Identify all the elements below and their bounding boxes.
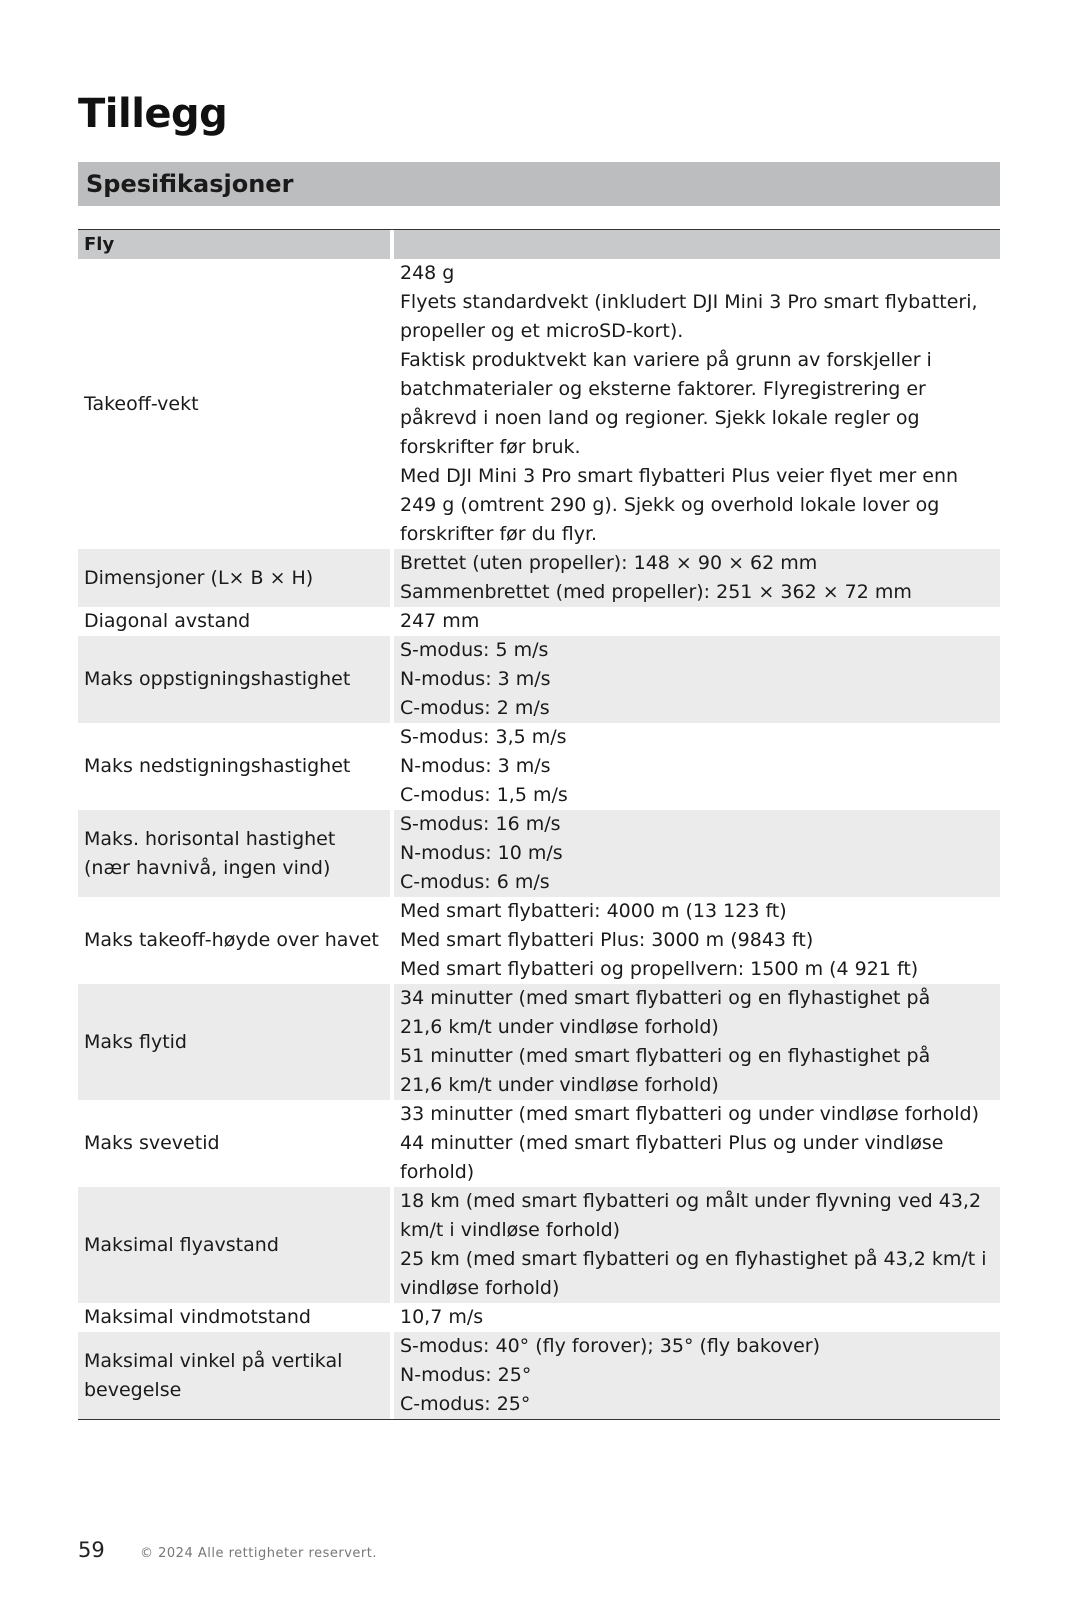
- spec-value-line: Med DJI Mini 3 Pro smart flybatteri Plus veier flyet mer enn: [400, 465, 959, 487]
- spec-value-line: S-modus: 40° (fly forover); 35° (fly bakover): [400, 1335, 820, 1357]
- spec-value-line: vindløse forhold): [400, 1277, 560, 1299]
- spec-value: [394, 1332, 1000, 1419]
- copyright-text: © 2024 Alle rettigheter reservert.: [140, 1546, 377, 1561]
- spec-label-text: Dimensjoner (L× B × H): [84, 566, 314, 589]
- spec-row: [78, 810, 1000, 897]
- group-title: Fly: [78, 230, 390, 259]
- page-title: Tillegg: [78, 91, 228, 137]
- spec-label: [78, 1303, 390, 1332]
- spec-value-line: 44 minutter (med smart flybatteri Plus og under vindløse: [400, 1132, 944, 1154]
- spec-value-line: Brettet (uten propeller): 148 × 90 × 62 mm: [400, 552, 818, 574]
- spec-value-line: 247 mm: [400, 610, 480, 632]
- spec-value-line: Flyets standardvekt (inkludert DJI Mini 3 Pro smart flybatteri,: [400, 291, 978, 313]
- spec-value-line: S-modus: 3,5 m/s: [400, 726, 567, 748]
- spec-value-line: Faktisk produktvekt kan variere på grunn av forskjeller i: [400, 349, 932, 371]
- spec-row: [78, 897, 1000, 984]
- spec-value-line: propeller og et microSD-kort).: [400, 320, 684, 342]
- spec-row: [78, 1187, 1000, 1303]
- spec-value-line: Med smart flybatteri Plus: 3000 m (9843 ft): [400, 929, 814, 951]
- spec-value-line: N-modus: 25°: [400, 1364, 532, 1386]
- spec-row: [78, 549, 1000, 607]
- spec-row: [78, 984, 1000, 1100]
- spec-value-line: 51 minutter (med smart flybatteri og en flyhastighet på: [400, 1045, 931, 1067]
- spec-label: [78, 897, 390, 984]
- spec-label-text: Maks oppstigningshastighet: [84, 668, 351, 690]
- spec-label-text: Maksimal vinkel på vertikal bevegelse: [84, 1349, 343, 1401]
- spec-value-line: N-modus: 3 m/s: [400, 668, 551, 690]
- spec-value: [394, 1303, 1000, 1332]
- spec-label: [78, 723, 390, 810]
- spec-value-line: 33 minutter (med smart flybatteri og under vindløse forhold): [400, 1103, 979, 1125]
- spec-row: [78, 1332, 1000, 1419]
- spec-label-text: Maks. horisontal hastighet (nær havnivå, ingen vind): [84, 827, 336, 879]
- spec-value-line: S-modus: 5 m/s: [400, 639, 549, 661]
- spec-label: [78, 1332, 390, 1419]
- spec-label-text: Maksimal vindmotstand: [84, 1306, 311, 1328]
- spec-value-line: forhold): [400, 1161, 475, 1183]
- spec-row: [78, 636, 1000, 723]
- spec-value-line: 18 km (med smart flybatteri og målt under flyvning ved 43,2: [400, 1190, 982, 1212]
- spec-value-line: påkrevd i noen land og regioner. Sjekk lokale regler og: [400, 407, 920, 429]
- spec-label: [78, 810, 390, 897]
- spec-value-line: 21,6 km/t under vindløse forhold): [400, 1016, 719, 1038]
- spec-value-line: 248 g: [400, 262, 455, 284]
- page-footer: [78, 1538, 377, 1562]
- spec-value-line: Med smart flybatteri: 4000 m (13 123 ft): [400, 900, 787, 922]
- spec-label-text: Maks flytid: [84, 1030, 187, 1053]
- group-header-row: [78, 230, 1000, 259]
- spec-label-text: Maks svevetid: [84, 1132, 220, 1154]
- spec-value: [394, 984, 1000, 1100]
- spec-row: [78, 1100, 1000, 1187]
- spec-value: [394, 723, 1000, 810]
- spec-row: [78, 607, 1000, 636]
- spec-value-line: Sammenbrettet (med propeller): 251 × 362 × 72 mm: [400, 581, 912, 603]
- spec-row: [78, 1303, 1000, 1332]
- spec-value-line: N-modus: 3 m/s: [400, 755, 551, 777]
- spec-value-line: Med smart flybatteri og propellvern: 1500 m (4 921 ft): [400, 958, 919, 980]
- section-header: [78, 162, 1000, 206]
- spec-label: [78, 1187, 390, 1303]
- spec-table: [78, 229, 1000, 1420]
- spec-label-text: Takeoff-vekt: [84, 392, 199, 415]
- spec-value-line: batchmaterialer og eksterne faktorer. Flyregistrering er: [400, 378, 926, 400]
- section-title: Spesifikasjoner: [86, 170, 294, 198]
- spec-label: [78, 607, 390, 636]
- spec-value-line: C-modus: 6 m/s: [400, 871, 550, 893]
- spec-row: [78, 723, 1000, 810]
- spec-value-line: 34 minutter (med smart flybatteri og en flyhastighet på: [400, 987, 931, 1009]
- spec-value-line: C-modus: 2 m/s: [400, 697, 550, 719]
- spec-value: [394, 1100, 1000, 1187]
- spec-value-line: forskrifter før bruk.: [400, 436, 581, 458]
- spec-rows: [78, 259, 1000, 1419]
- spec-value-line: C-modus: 1,5 m/s: [400, 784, 568, 806]
- spec-label: [78, 984, 390, 1100]
- spec-label-text: Maksimal flyavstand: [84, 1233, 279, 1256]
- spec-value: [394, 897, 1000, 984]
- spec-label-text: Maks nedstigningshastighet: [84, 755, 351, 777]
- page-number: 59: [78, 1538, 105, 1562]
- spec-value: [394, 636, 1000, 723]
- spec-value: [394, 259, 1000, 549]
- spec-value-line: 10,7 m/s: [400, 1306, 484, 1328]
- spec-value: [394, 1187, 1000, 1303]
- spec-value-line: forskrifter før du flyr.: [400, 523, 598, 545]
- spec-value-line: C-modus: 25°: [400, 1393, 531, 1415]
- spec-value-line: 25 km (med smart flybatteri og en flyhastighet på 43,2 km/t i: [400, 1248, 987, 1270]
- spec-value: [394, 810, 1000, 897]
- spec-value: [394, 549, 1000, 607]
- spec-label: [78, 549, 390, 607]
- spec-label: [78, 259, 390, 549]
- spec-value-line: 249 g (omtrent 290 g). Sjekk og overhold lokale lover og: [400, 494, 940, 516]
- spec-label: [78, 1100, 390, 1187]
- spec-value-line: N-modus: 10 m/s: [400, 842, 563, 864]
- spec-label: [78, 636, 390, 723]
- spec-value-line: km/t i vindløse forhold): [400, 1219, 621, 1241]
- spec-value-line: S-modus: 16 m/s: [400, 813, 561, 835]
- spec-label-text: Maks takeoff-høyde over havet: [84, 929, 379, 951]
- spec-row: [78, 259, 1000, 549]
- spec-value: [394, 607, 1000, 636]
- spec-value-line: 21,6 km/t under vindløse forhold): [400, 1074, 719, 1096]
- spec-label-text: Diagonal avstand: [84, 610, 251, 632]
